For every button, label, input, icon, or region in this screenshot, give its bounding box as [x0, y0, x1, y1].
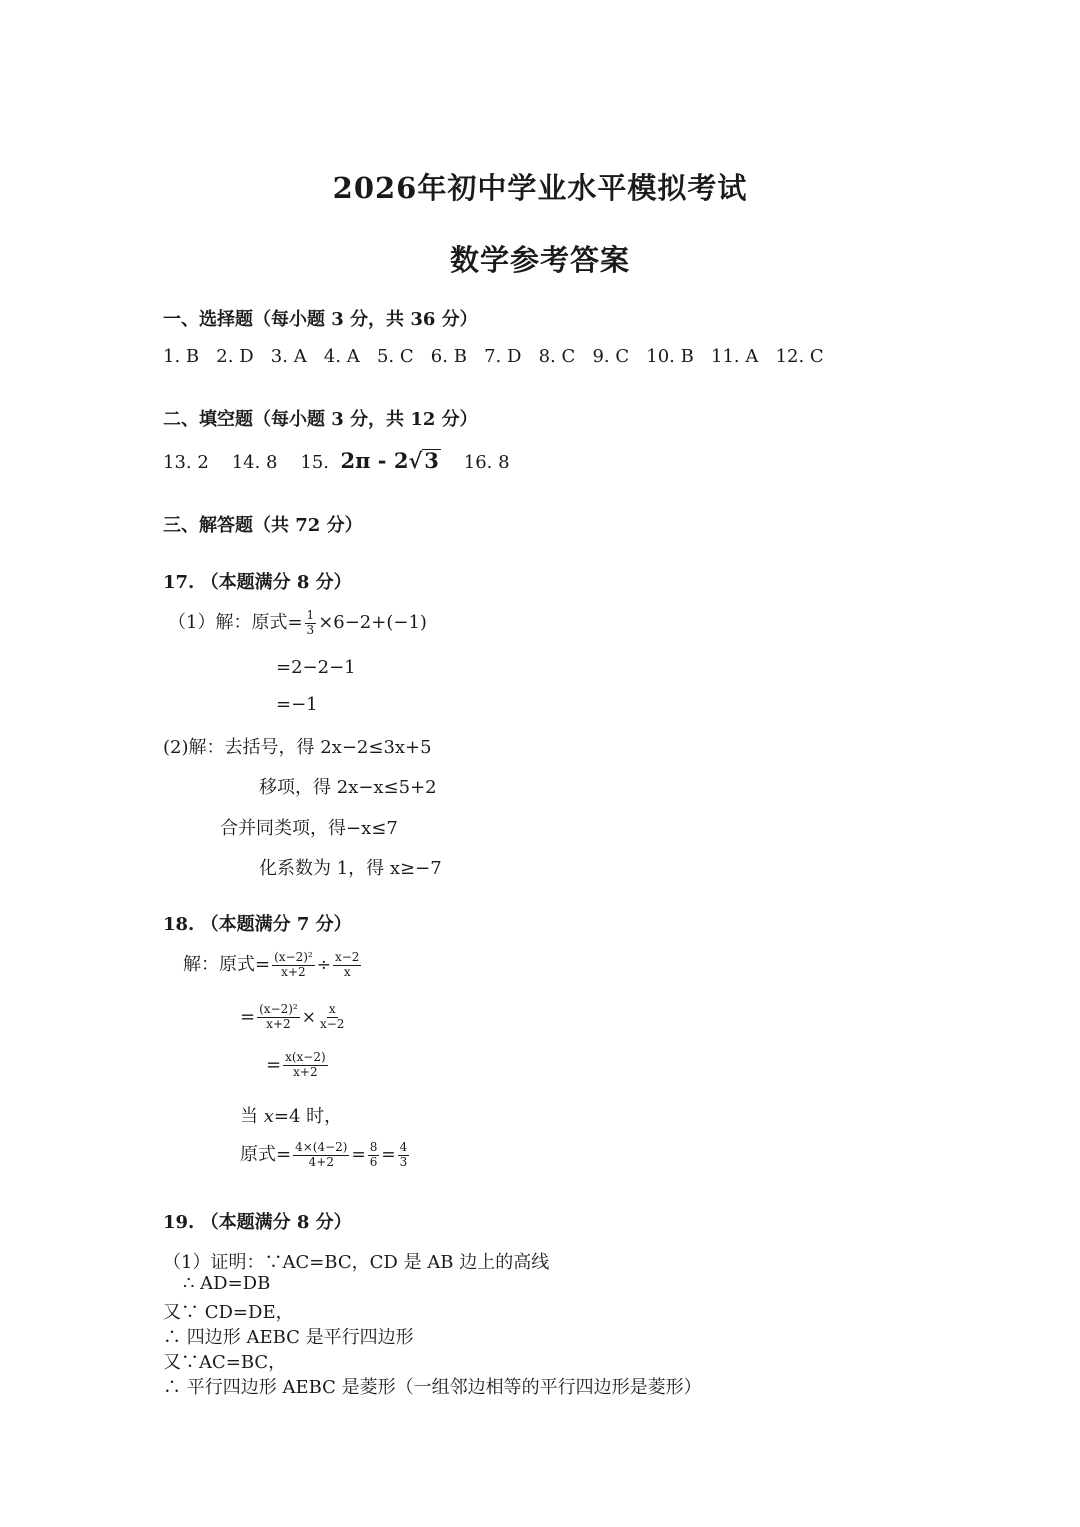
- fraction-denominator: x+2: [266, 1016, 291, 1031]
- fraction-numerator: 4×(4−2): [295, 1139, 348, 1154]
- q19-line: 又∵ CD=DE，: [163, 1302, 294, 1323]
- multiply-sign: ×: [301, 1007, 316, 1028]
- q18-l4-text-b: =4 时，: [273, 1106, 343, 1127]
- fraction-denominator: 6: [369, 1154, 378, 1169]
- question-19-heading: 19. （本题满分 8 分）: [163, 1212, 352, 1233]
- q18-line4: [240, 1102, 342, 1128]
- fraction-denominator: x−2: [319, 1016, 345, 1031]
- page-title: 2026年初中学业水平模拟考试: [332, 171, 748, 205]
- q17-part2-line2: 移项，得 2x−x≤5+2: [259, 777, 437, 798]
- q18-l5-prefix: 原式=: [240, 1144, 292, 1165]
- fraction-numerator: x(x−2): [285, 1050, 326, 1064]
- section-heading-fill: 二、填空题（每小题 3 分，共 12 分）: [163, 409, 478, 430]
- fraction-numerator: 1: [306, 607, 315, 622]
- answer-item: 6. B: [430, 346, 467, 367]
- fraction-numerator: x: [328, 1002, 336, 1016]
- section-heading-solution: 三、解答题（共 72 分）: [163, 515, 363, 536]
- fraction: [305, 609, 317, 638]
- fraction: [333, 951, 361, 980]
- fraction: [398, 1141, 410, 1170]
- section-heading-choice: 一、选择题（每小题 3 分，共 36 分）: [163, 309, 478, 330]
- equals-sign: =: [351, 1145, 366, 1165]
- answer-15-expression: 2π - 2: [340, 448, 409, 473]
- fraction: [283, 1051, 328, 1080]
- answer-item: 11. A: [711, 346, 759, 367]
- fraction-denominator: x+2: [281, 964, 306, 979]
- q19-line: ∴ 四边形 AEBC 是平行四边形: [163, 1327, 414, 1348]
- fraction-numerator: x−2: [334, 949, 360, 964]
- q18-line5: [240, 1140, 411, 1169]
- q17-part2-line1: (2)解：去括号，得 2x−2≤3x+5: [163, 737, 432, 758]
- q19-line: （1）证明：∵AC=BC，CD 是 AB 边上的高线: [163, 1252, 550, 1273]
- answer-item: 5. C: [376, 346, 414, 367]
- fraction-denominator: x+2: [293, 1064, 318, 1079]
- fraction: [368, 1141, 380, 1170]
- fraction: [272, 951, 315, 980]
- q17-part2-line4: 化系数为 1，得 x≥−7: [259, 858, 442, 879]
- fraction-numerator: (x−2)²: [274, 949, 313, 964]
- fill-answers-row: [163, 448, 510, 473]
- q17-p1-prefix: （1）解：原式=: [168, 612, 303, 633]
- q19-line: ∴ 平行四边形 AEBC 是菱形（一组邻边相等的平行四边形是菱形）: [163, 1377, 702, 1398]
- equals-sign: =: [381, 1145, 396, 1165]
- answer-15-label: 15.: [300, 452, 330, 473]
- sqrt-sign: √: [408, 448, 423, 473]
- answer-item: 8. C: [538, 346, 576, 367]
- answer-item: 3. A: [270, 346, 307, 367]
- sqrt-radicand: 3: [424, 448, 439, 473]
- fraction-denominator: 3: [306, 622, 315, 637]
- fraction-denominator: 4+2: [308, 1154, 334, 1169]
- q18-l1-prefix: 解：原式=: [183, 954, 271, 975]
- fraction-numerator: (x−2)²: [259, 1002, 298, 1016]
- question-18-heading: 18. （本题满分 7 分）: [163, 914, 352, 935]
- q19-line: 又∵AC=BC，: [163, 1352, 287, 1373]
- fraction: [257, 1003, 300, 1032]
- q17-part1-step2: =2−2−1: [276, 657, 356, 678]
- answer-14: 14. 8: [231, 452, 278, 473]
- answer-16: 16. 8: [463, 452, 510, 473]
- variable-x: x: [263, 1106, 274, 1127]
- answer-item: 4. A: [323, 346, 360, 367]
- answer-item: 1. B: [163, 346, 200, 367]
- q19-line: ∴ AD=DB: [183, 1273, 271, 1294]
- answer-item: 10. B: [646, 346, 694, 367]
- fraction-numerator: 4: [399, 1139, 408, 1154]
- q18-l3-prefix: =: [266, 1054, 282, 1076]
- q18-line2: [240, 1003, 348, 1032]
- q18-line3: [266, 1051, 330, 1080]
- fraction-numerator: 8: [369, 1139, 378, 1154]
- fraction: [293, 1141, 349, 1170]
- choice-answers-row: [163, 346, 824, 367]
- page-subtitle: 数学参考答案: [449, 243, 630, 277]
- answer-13: 13. 2: [163, 452, 209, 473]
- fraction-denominator: x: [343, 964, 351, 979]
- answer-item: 2. D: [216, 346, 254, 367]
- divide-sign: ÷: [316, 955, 331, 975]
- q17-part1-line1: [168, 608, 427, 637]
- question-17-heading: 17. （本题满分 8 分）: [163, 572, 352, 593]
- q17-part1-step3: =−1: [276, 694, 318, 715]
- q18-l4-text-a: 当: [240, 1106, 264, 1127]
- answer-item: 12. C: [775, 346, 824, 367]
- answer-item: 7. D: [484, 346, 522, 367]
- q18-l2-prefix: =: [240, 1006, 256, 1028]
- q17-part2-line3: 合并同类项，得−x≤7: [220, 818, 398, 839]
- fraction: [318, 1003, 346, 1032]
- q17-p1-suffix: ×6−2+(−1): [318, 612, 427, 633]
- q18-line1: [183, 950, 363, 979]
- answer-item: 9. C: [592, 346, 630, 367]
- fraction-denominator: 3: [399, 1154, 408, 1169]
